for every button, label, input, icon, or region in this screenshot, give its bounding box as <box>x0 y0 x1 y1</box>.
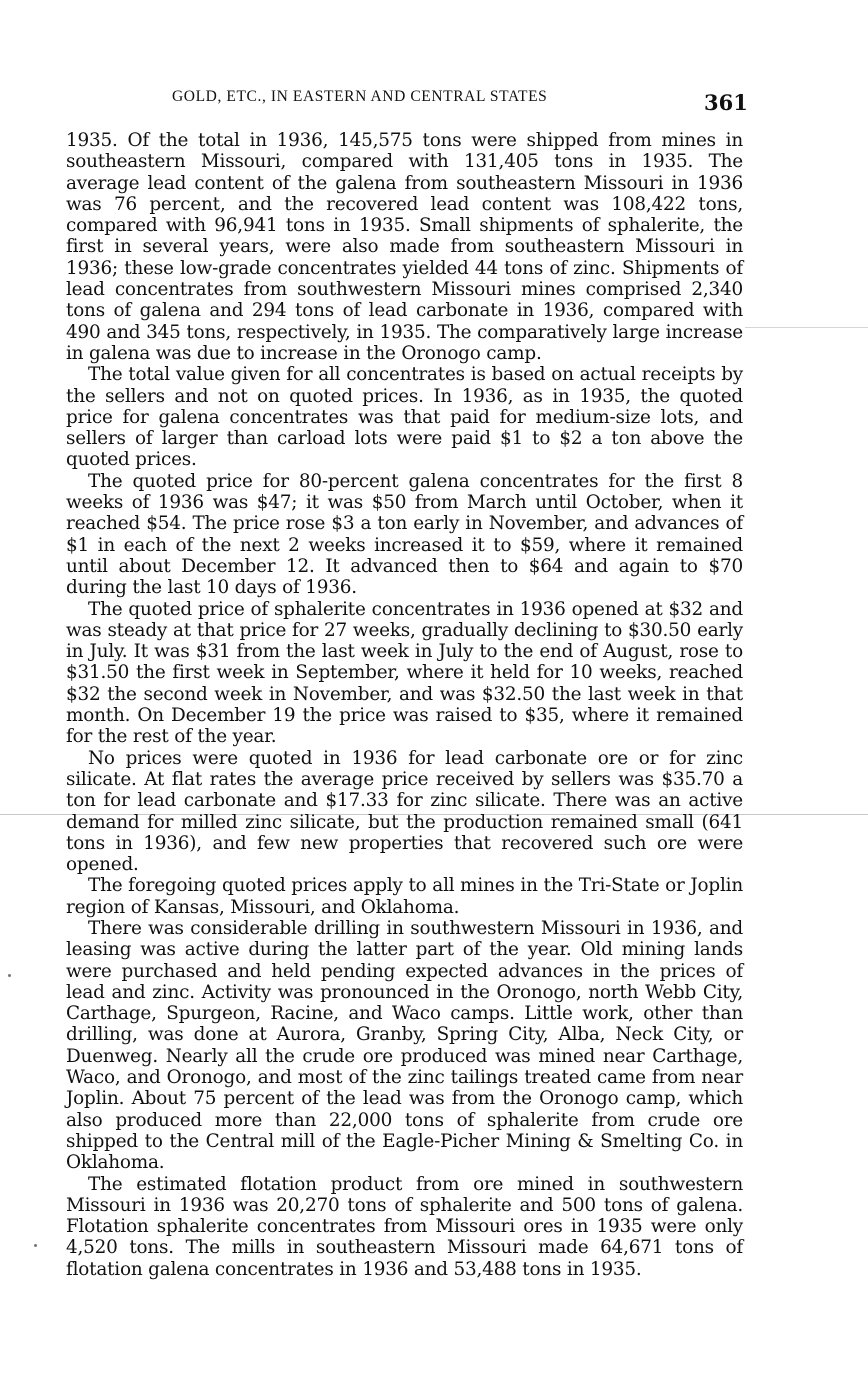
scan-speck <box>8 974 11 977</box>
paragraph: The quoted price of sphalerite concentrates in 1936 opened at $32 and was steady at that price for 27 weeks, gradually declining to $30.50 early in July. It was $31 from the last week in July to the end of August, rose to $31.50 the first week in September, where it held for 10 weeks, reached $32 the second week in November, and was $32.50 the last week in that month. On December 19 the price was raised to $35, where it remained for the rest of the year. <box>66 598 743 748</box>
paragraph: 1935. Of the total in 1936, 145,575 tons were shipped from mines in southeastern Missouri, compared with 131,405 tons in 1935. The average lead content of the galena from southeastern Missouri in 1936 was 76 percent, and the recovered lead content was 108,422 tons, compared with 96,941 tons in 1935. Small shipments of sphalerite, the first in several years, were also made from southeastern Missouri in 1936; these low-grade concentrates yielded 44 tons of zinc. Shipments of lead concentrates from southwestern Missouri mines comprised 2,340 tons of galena and 294 tons of lead carbonate in 1936, compared with 490 and 345 tons, respectively, in 1935. The comparatively large increase in galena was due to increase in the Oronogo camp. <box>66 130 743 364</box>
running-head: GOLD, ETC., IN EASTERN AND CENTRAL STATES <box>172 88 548 105</box>
paragraph: The estimated flotation product from ore mined in southwestern Missouri in 1936 was 20,270 tons of sphalerite and 500 tons of galena. Flotation sphalerite concentrates from Missouri ores in 1935 were only 4,520 tons. The mills in southeastern Missouri made 64,671 tons of flotation galena concentrates in 1936 and 53,488 tons in 1935. <box>66 1173 743 1280</box>
page-number: 361 <box>704 90 748 115</box>
body-text <box>66 130 743 1280</box>
paragraph: The quoted price for 80-percent galena concentrates for the first 8 weeks of 1936 was $47; it was $50 from March until October, when it reached $54. The price rose $3 a ton early in November, and advances of $1 in each of the next 2 weeks increased it to $59, where it remained until about December 12. It advanced then to $64 and again to $70 during the last 10 days of 1936. <box>66 470 743 599</box>
paragraph: The foregoing quoted prices apply to all mines in the Tri-State or Joplin region of Kansas, Missouri, and Oklahoma. <box>66 875 743 918</box>
paragraph: The total value given for all concentrates is based on actual receipts by the sellers and not on quoted prices. In 1936, as in 1935, the quoted price for galena concentrates was that paid for medium-size lots, and sellers of larger than carload lots were paid $1 to $2 a ton above the quoted prices. <box>66 364 743 471</box>
scan-speck <box>34 1244 37 1247</box>
scan-line-artifact <box>745 327 868 328</box>
paragraph: There was considerable drilling in southwestern Missouri in 1936, and leasing was active during the latter part of the year. Old mining lands were purchased and held pending expected advances in the prices of lead and zinc. Activity was pronounced in the Oronogo, north Webb City, Carthage, Spurgeon, Racine, and Waco camps. Little work, other than drilling, was done at Aurora, Granby, Spring City, Alba, Neck City, or Duenweg. Nearly all the crude ore produced was mined near Carthage, Waco, and Oronogo, and most of the zinc tailings treated came from near Joplin. About 75 percent of the lead was from the Oronogo camp, which also produced more than 22,000 tons of sphalerite from crude ore shipped to the Central mill of the Eagle-Picher Mining & Smelting Co. in Oklahoma. <box>66 917 743 1174</box>
paragraph: No prices were quoted in 1936 for lead carbonate ore or for zinc silicate. At flat rates the average price received by sellers was $35.70 a ton for lead carbonate and $17.33 for zinc silicate. There was an active demand for milled zinc silicate, but the production remained small (641 tons in 1936), and few new properties that recovered such ore were opened. <box>66 747 743 876</box>
